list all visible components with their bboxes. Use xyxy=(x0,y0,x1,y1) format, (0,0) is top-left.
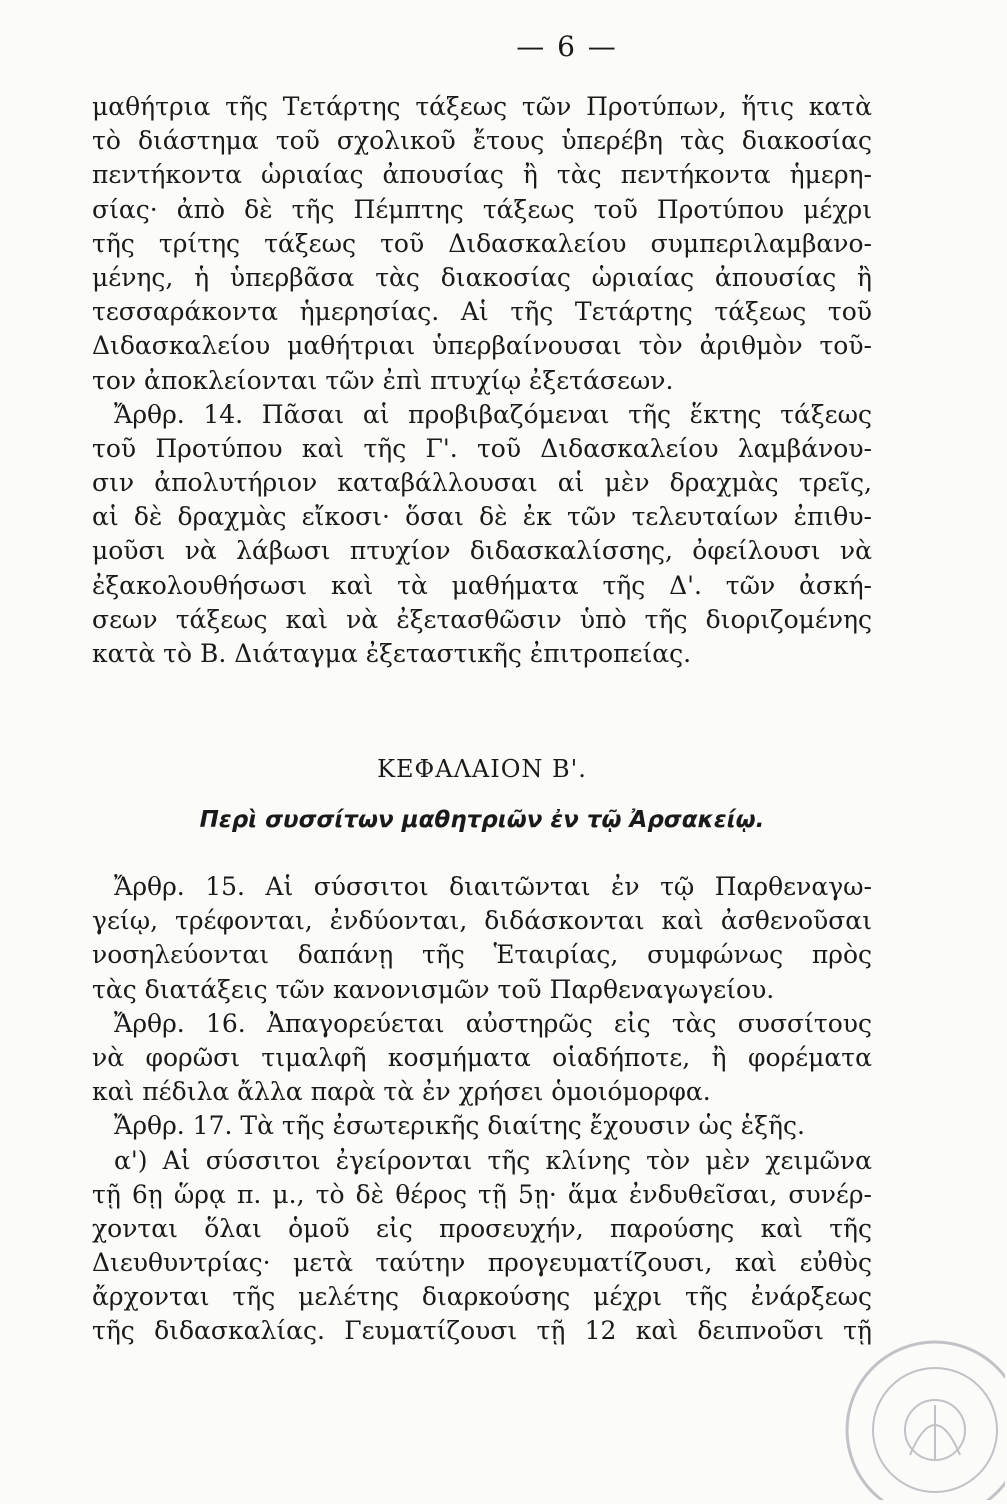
text-line: νὰ φορῶσι τιμαλφῆ κοσμήματα οἱαδήποτε, ἢ φορέματα xyxy=(92,1042,872,1072)
text-line: χονται ὅλαι ὁμοῦ εἰς προσευχήν, παρούσης καὶ τῆς xyxy=(92,1213,872,1243)
text-line: μαθήτρια τῆς Τετάρτης τάξεως τῶν Προτύπων, ἥτις κατὰ xyxy=(92,92,872,121)
text-line: α') Αἱ σύσσιτοι ἐγείρονται τῆς κλίνης τὸν μὲν χειμῶνα xyxy=(114,1145,872,1175)
text-line: Ἄρθρ. 14. Πᾶσαι αἱ προβιβαζόμεναι τῆς ἕκτης τάξεως xyxy=(114,399,872,429)
page-number: — 6 — xyxy=(516,30,618,63)
section-lower xyxy=(92,870,872,1349)
text-line: τεσσαράκοντα ἡμερησίας. Αἱ τῆς Τετάρτης τάξεως τοῦ xyxy=(92,297,872,327)
text-line: Ἄρθρ. 15. Αἱ σύσσιτοι διαιτῶνται ἐν τῷ Παρθεναγω- xyxy=(114,872,872,901)
text-line: τῆς τρίτης τάξεως τοῦ Διδασκαλείου συμπεριλαμβανο- xyxy=(92,228,872,258)
paragraph-1 xyxy=(92,90,872,398)
text-line: τὰς διατάξεις τῶν κανονισμῶν τοῦ Παρθεναγωγείου. xyxy=(92,974,775,1004)
text-line: σεων τάξεως καὶ νὰ ἐξετασθῶσιν ὑπὸ τῆς διοριζομένης xyxy=(92,604,872,634)
text-line: ἐξακολουθήσωσι καὶ τὰ μαθήματα τῆς Δ'. τῶν ἀσκή- xyxy=(92,570,872,600)
text-line: αἱ δὲ δραχμὰς εἴκοσι· ὅσαι δὲ ἐκ τῶν τελευταίων ἐπιθυ- xyxy=(92,502,872,532)
text-line: τοῦ Προτύπου καὶ τῆς Γ'. τοῦ Διδασκαλείου λαμβάνου- xyxy=(92,433,872,463)
text-line: γείῳ, τρέφονται, ἐνδύονται, διδάσκονται καὶ ἀσθενοῦσαι xyxy=(92,906,872,936)
text-line: Διδασκαλείου μαθήτριαι ὑπερβαίνουσαι τὸν ἀριθμὸν τοῦ- xyxy=(92,331,872,361)
text-line: σίας· ἀπὸ δὲ τῆς Πέμπτης τάξεως τοῦ Προτύπου μέχρι xyxy=(92,194,872,224)
text-line: τὸ διάστημα τοῦ σχολικοῦ ἔτους ὑπερέβη τὰς διακοσίας xyxy=(92,126,872,156)
text-line: κατὰ τὸ Β. Διάταγμα ἐξεταστικῆς ἐπιτροπείας. xyxy=(92,639,692,668)
text-line: τον ἀποκλείονται τῶν ἐπὶ πτυχίῳ ἐξετάσεων. xyxy=(92,365,674,395)
paragraph-3 xyxy=(92,870,872,1007)
text-line: σιν ἀπολυτήριον καταβάλλουσαι αἱ μὲν δραχμὰς τρεῖς, xyxy=(92,468,872,498)
text-line: καὶ πέδιλα ἄλλα παρὰ τὰ ἐν χρήσει ὁμοιόμορφα. xyxy=(92,1077,711,1107)
text-line: μένης, ἡ ὑπερβᾶσα τὰς διακοσίας ὡριαίας ἀπουσίας ἢ xyxy=(92,262,872,292)
text-line: Ἄρθρ. 16. Ἀπαγορεύεται αὐστηρῶς εἰς τὰς συσσίτους xyxy=(114,1008,872,1038)
text-line: πεντήκοντα ὡριαίας ἀπουσίας ἢ τὰς πεντήκοντα ἡμερη- xyxy=(92,160,872,190)
section-upper xyxy=(92,90,872,671)
text-line: Ἄρθρ. 17. Τὰ τῆς ἐσωτερικῆς διαίτης ἔχουσιν ὡς ἑξῆς. xyxy=(114,1111,805,1141)
text-line: τῇ 6ῃ ὥρᾳ π. μ., τὸ δὲ θέρος τῇ 5ῃ· ἅμα ἐνδυθεῖσαι, συνέρ- xyxy=(92,1179,872,1209)
chapter-heading: ΚΕΦΑΛΑΙΟΝ Β'. xyxy=(377,755,587,783)
chapter-header xyxy=(92,752,872,837)
text-line: νοσηλεύονται δαπάνῃ τῆς Ἑταιρίας, συμφώνως πρὸς xyxy=(92,940,872,970)
text-line: Διευθυντρίας· μετὰ ταύτην προγευματίζουσι, καὶ εὐθὺς xyxy=(92,1248,872,1278)
chapter-subheading: Περὶ συσσίτων μαθητριῶν ἐν τῷ Ἀρσακείῳ. xyxy=(199,807,765,833)
text-line: ἄρχονται τῆς μελέτης διαρκούσης μέχρι τῆς ἐνάρξεως xyxy=(92,1282,872,1312)
paragraph-4 xyxy=(92,1007,872,1110)
text-line: μοῦσι νὰ λάβωσι πτυχίον διδασκαλίσσης, ὀφείλουσι νὰ xyxy=(92,536,872,566)
text-line: τῆς διδασκαλίας. Γευματίζουσι τῇ 12 καὶ δειπνοῦσι τῇ xyxy=(92,1316,872,1346)
paragraph-6 xyxy=(92,1144,872,1349)
library-stamp-icon xyxy=(840,1335,1005,1500)
paragraph-2 xyxy=(92,398,872,672)
paragraph-5 xyxy=(92,1109,872,1143)
